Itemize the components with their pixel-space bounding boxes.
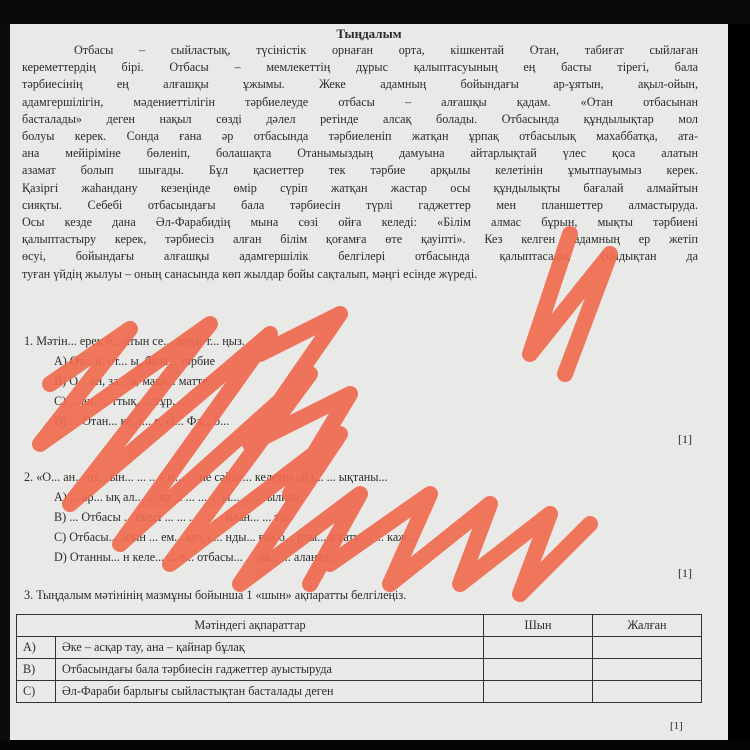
table-header-info: Мәтіндегі ақпараттар: [17, 615, 484, 637]
bottom-black-border: [0, 740, 750, 750]
table-header-false: Жалған: [593, 615, 702, 637]
question-2-prompt: 2. «О... ан... от... ын... ... ...» м... ... не сәйке... келетін ойл... ... ықтаны...: [24, 470, 388, 484]
row-false-cell[interactable]: [593, 659, 702, 681]
question-1-option-a[interactable]: А) От... н, от... ы, бала... тәрбие: [54, 354, 216, 368]
question-1-option-b[interactable]: В) О... ан, за... а, мақа... матте...: [54, 374, 217, 388]
question-3-prompt: 3. Тыңдалым мәтінінің мазмұны бойынша 1 «шын» ақпаратты белгілеңіз.: [24, 588, 407, 602]
passage-line: ана мейіріміне бөленіп, болашақта Отанымыздың дамуына айтарлықтай үлес қоса алатын: [22, 146, 698, 161]
question-1-prompt: 1. Мәтін... ерек б... атын се... дерді т... ңыз.: [24, 334, 245, 348]
question-2-option-b[interactable]: В) ... Отбасы ... екесі ... ... ... ... ... йлан... ... ты: [54, 510, 288, 524]
right-black-border: [728, 24, 750, 740]
row-false-cell[interactable]: [593, 681, 702, 703]
passage-line: туған үйдің жылуы – оның санасында көп жылдар бойы сақталып, мәңгі есінде жүреді.: [22, 266, 478, 281]
question-2-mark: [1]: [678, 566, 692, 580]
passage-line: сияқты. Себебі отбасындағы бала тәрбиесін түрлі гаджеттер мен планшеттер алмастыруда.: [22, 197, 698, 212]
row-letter: А): [17, 637, 56, 659]
passage-line: тәрбиесінің ең алғашқы ұжымы. Жеке адамның бойындағы ар-ұятын, ақыл-ойын,: [22, 77, 698, 92]
question-1-mark: [1]: [678, 432, 692, 446]
table-header-row: [17, 615, 702, 637]
passage-line: адамгершілігін, мәдениеттілігін тәрбиелеуде отбасы – алғашқы қадам. «Отан отбасынан: [22, 94, 698, 109]
listening-passage: [22, 42, 698, 283]
true-false-table: [16, 614, 702, 703]
passage-line: азамат болып шығады. Бұл қасиеттер тек тәрбие арқылы келетінін ұмытпауымыз керек.: [22, 163, 698, 178]
table-row: [17, 681, 702, 703]
row-true-cell[interactable]: [484, 637, 593, 659]
question-2-option-c[interactable]: С) Отбасы... ағын ... ем... кет, с... нды... ған б... рлы... а тату ... ... каж...: [54, 530, 416, 544]
row-statement: Әке – асқар тау, ана – қайнар бұлақ: [56, 637, 484, 659]
table-row: [17, 659, 702, 681]
row-true-cell[interactable]: [484, 659, 593, 681]
cut-off-mark: [1]: [670, 720, 683, 732]
passage-line: қалыптастыру керек, тәрбиесіз алған білім қоғамға өте қауіпті». Кез келген адамның ер жетіп: [22, 232, 698, 247]
question-1-option-d[interactable]: D) ... Отан... ке, т... е, Ә... Фа... б...: [54, 414, 230, 428]
row-true-cell[interactable]: [484, 681, 593, 703]
passage-line: Осы кезде дана Әл-Фарабидің мына сөзі ойға келеді: «Білім алмас бұрын, мықты тәрбиені: [22, 215, 698, 230]
row-statement: Отбасындағы бала тәрбиесін гаджеттер ауыстыруда: [56, 659, 484, 681]
question-2-option-d[interactable]: D) Отанны... н келе... ... е... отбасы... ... да... ... аланад...: [54, 550, 339, 564]
passage-line: Отбасы – сыйластық, түсіністік орнаған орта, кішкентай Отан, табиғат сыйлаған: [74, 43, 698, 57]
passage-line: өсуі, бойындағы алғашқы адамгершілік белгілері отбасында қалыптасады, сондықтан да: [22, 249, 698, 264]
passage-line: Қазіргі жаһандану кезеңінде өмір сүріп жатқан жастар осы құндылықты бағалай алмайтын: [22, 180, 698, 195]
passage-line: басталады» деген нақыл сөзді дәлел ретінде алсақ болады. Отбасында құндылықтар мол: [22, 111, 698, 126]
row-letter: В): [17, 659, 56, 681]
passage-line: кереметтердің бірі. Отбасы – мемлекеттің дұрыс қалыптасуының ең басты тірегі, бала: [22, 60, 698, 75]
passage-line: болуы керек. Сонда ғана әр отбасында тәрбиеленіп жатқан ұрпақ отбасылық махаббатқа, ата-: [22, 129, 698, 144]
row-statement: Әл-Фараби барлығы сыйластықтан басталады деген: [56, 681, 484, 703]
top-black-border: [0, 0, 750, 24]
question-1-option-c[interactable]: С) ... ан, ... ттық, ... тұр, ...: [54, 394, 188, 408]
table-header-true: Шын: [484, 615, 593, 637]
row-letter: С): [17, 681, 56, 703]
table-row: [17, 637, 702, 659]
worksheet-photo: [10, 24, 728, 740]
row-false-cell[interactable]: [593, 637, 702, 659]
scribble-stroke: [250, 314, 350, 494]
question-2-option-a[interactable]: А) ... ар... ық ал... ... ар ... ... ... ... ы... ... ... ылқан.: [54, 490, 303, 504]
page-title: Тыңдалым: [336, 26, 402, 41]
